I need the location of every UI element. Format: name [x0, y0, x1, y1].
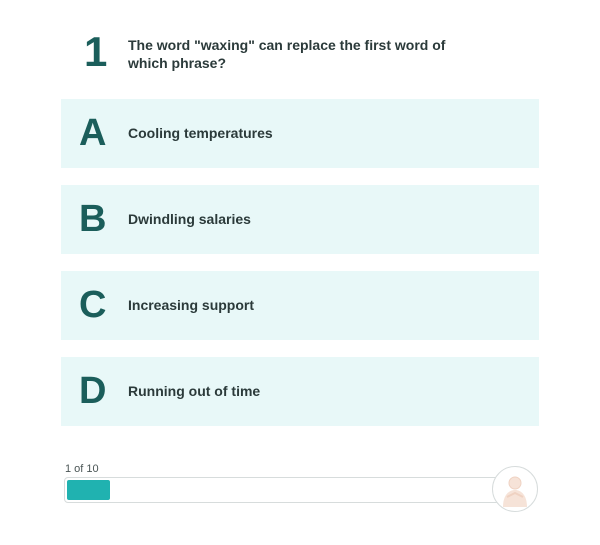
answer-text: Running out of time — [128, 383, 261, 399]
answer-text: Cooling temperatures — [128, 125, 273, 141]
answer-option-c[interactable] — [61, 271, 539, 340]
progress-label: 1 of 10 — [65, 463, 99, 475]
answer-option-d[interactable] — [61, 357, 539, 426]
answer-letter: A — [79, 112, 107, 154]
answer-letter: C — [79, 284, 107, 326]
answer-letter: D — [79, 370, 107, 412]
answer-text: Dwindling salaries — [128, 211, 251, 227]
progress-fill — [67, 480, 110, 500]
question-number: 1 — [84, 28, 108, 75]
question-text: The word "waxing" can replace the first word of which phrase? — [128, 37, 446, 71]
answer-option-b[interactable] — [61, 185, 539, 254]
answer-option-a[interactable] — [61, 99, 539, 168]
question-header — [80, 30, 540, 80]
progress-area — [64, 462, 540, 516]
progress-bar — [64, 477, 500, 503]
mascot-avatar-icon — [492, 466, 538, 512]
answer-text: Increasing support — [128, 297, 255, 313]
answer-letter: B — [79, 198, 107, 240]
mascot-avatar-svg — [493, 467, 537, 511]
answer-list — [61, 99, 539, 443]
